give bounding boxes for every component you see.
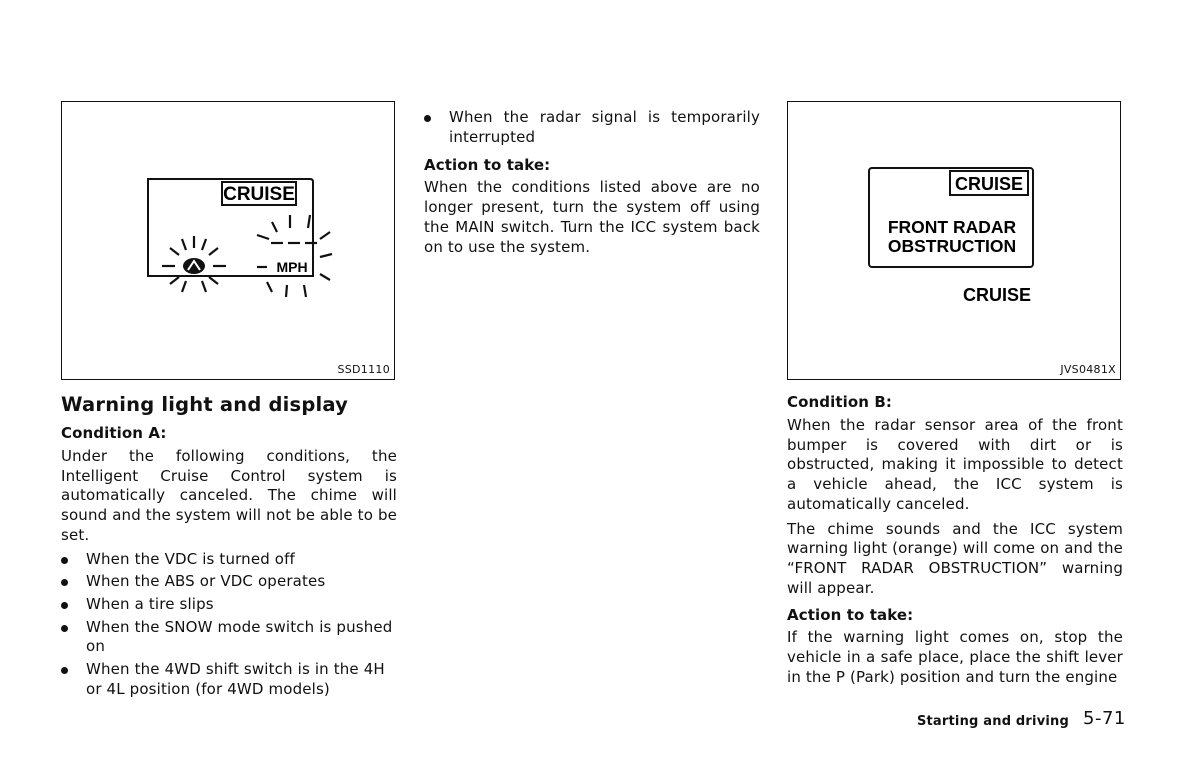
action-text: When the conditions listed above are no longer present, turn the system off using the MAIN switch. Turn the ICC system back on to use the system. <box>424 178 760 256</box>
condition-a-bullets <box>61 550 397 700</box>
speed-blink-icon <box>257 215 332 297</box>
bullet-icon <box>61 557 68 564</box>
list-item: When the ABS or VDC operates <box>61 572 397 592</box>
list-item: When the 4WD shift switch is in the 4H or 4L position (for 4WD models) <box>61 660 397 699</box>
speed-unit-label: MPH <box>276 259 308 275</box>
radar-bullet-list <box>424 108 760 147</box>
radar-obstruction-illustration <box>788 102 1119 378</box>
message-line-2: OBSTRUCTION <box>887 236 1017 256</box>
bullet-icon <box>61 579 68 586</box>
condition-a-heading: Condition A: <box>61 424 167 442</box>
page-number: 5-71 <box>1083 708 1126 729</box>
action-heading: Action to take: <box>787 606 914 625</box>
figure-front-radar-obstruction <box>787 101 1121 380</box>
condition-b-para-2: The chime sounds and the ICC system warning light (orange) will come on and the “FRONT RADAR OBSTRUCTION” warning will appear. <box>787 519 1123 597</box>
action-heading: Action to take: <box>424 156 551 175</box>
section-title: Warning light and display <box>61 393 349 416</box>
condition-b-heading: Condition B: <box>787 393 893 411</box>
cruise-label: CRUISE <box>954 174 1024 194</box>
figure-cruise-display <box>61 101 395 380</box>
list-item: When the radar signal is temporarily interrupted <box>424 108 760 147</box>
list-item: When a tire slips <box>61 595 397 615</box>
footer-section-title: Starting and driving <box>916 714 1069 729</box>
left-column <box>61 393 397 699</box>
cruise-indicator-label: CRUISE <box>962 285 1032 305</box>
figure-code: JVS0481X <box>1060 363 1116 376</box>
set-indicator-icon <box>162 236 226 292</box>
bullet-icon <box>61 602 68 609</box>
condition-a-intro: Under the following conditions, the Intelligent Cruise Control system is automatically canceled. The chime will sound and the system will not be able to be set. <box>61 447 397 544</box>
message-line-1: FRONT RADAR <box>887 217 1017 237</box>
cruise-display-illustration <box>62 102 393 378</box>
condition-b-para-1: When the radar sensor area of the front bumper is covered with dirt or is obstructed, making it impossible to detect a vehicle ahead, the ICC system is automatically canceled. <box>787 416 1123 513</box>
page-footer <box>917 710 1069 729</box>
list-item: When the SNOW mode switch is pushed on <box>61 618 397 657</box>
right-column <box>787 392 1123 687</box>
cruise-label: CRUISE <box>223 184 295 205</box>
bullet-icon <box>424 115 431 122</box>
middle-column <box>424 108 760 257</box>
figure-code: SSD1110 <box>337 363 390 376</box>
bullet-icon <box>61 667 68 674</box>
condition-b-para-3: If the warning light comes on, stop the vehicle in a safe place, place the shift lever in the P (Park) position and turn the engine <box>787 628 1123 686</box>
bullet-icon <box>61 625 68 632</box>
list-item: When the VDC is turned off <box>61 550 397 570</box>
